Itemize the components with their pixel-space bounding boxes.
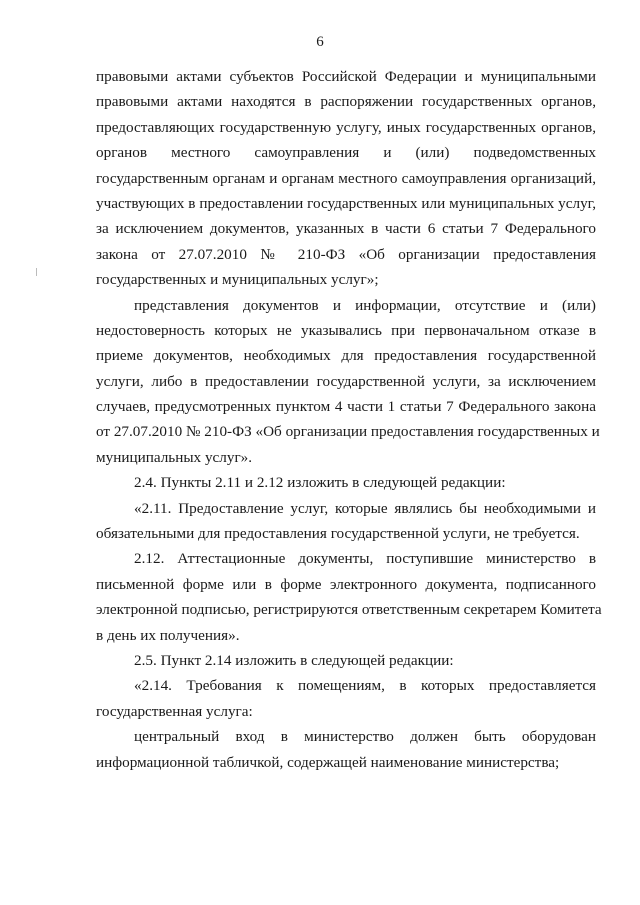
text-line: электронной подписью, регистрируются ответственным секретарем Комитета [96, 601, 602, 619]
text-line: представления документов и информации, отсутствие и (или) [134, 296, 596, 314]
text-line: 2.5. Пункт 2.14 изложить в следующей редакции: [134, 651, 454, 669]
paragraph [96, 293, 600, 471]
text-line: государственных и муниципальных услуг»; [96, 271, 379, 289]
paragraph [96, 496, 596, 547]
text-line: случаев, предусмотренных пунктом 4 части 1 статьи 7 Федерального закона [96, 398, 596, 416]
text-line: услуги, либо в предоставлении государственной услуги, за исключением [96, 372, 596, 390]
text-line: 2.12. Аттестационные документы, поступившие министерство в [134, 550, 596, 568]
text-line: правовыми актами субъектов Российской Федерации и муниципальными [96, 68, 596, 85]
text-line: 2.4. Пункты 2.11 и 2.12 изложить в следующей редакции: [134, 474, 506, 492]
paragraph [96, 546, 602, 648]
text-line: письменной форме или в форме электронного документа, подписанного [96, 575, 596, 593]
text-line: государственная услуга: [96, 702, 253, 720]
paragraph [96, 673, 596, 724]
text-line: участвующих в предоставлении государственных или муниципальных услуг, [96, 194, 596, 212]
text-line: приеме документов, необходимых для предоставления государственной [96, 347, 596, 365]
text-line: предоставляющих государственную услугу, иных государственных органов, [96, 118, 596, 136]
page-number: 6 [316, 34, 324, 50]
text-line: недостоверность которых не указывались при первоначальном отказе в [96, 321, 596, 339]
paragraph [96, 470, 596, 495]
text-line: закона от 27.07.2010 № 210-ФЗ «Об организации предоставления [96, 245, 596, 263]
paragraph [96, 724, 596, 775]
text-line: органов местного самоуправления и (или) подведомственных [96, 144, 596, 162]
text-line: от 27.07.2010 № 210-ФЗ «Об организации предоставления государственных и [96, 423, 600, 441]
text-line: «2.11. Предоставление услуг, которые являлись бы необходимыми и [134, 499, 596, 517]
text-line: за исключением документов, указанных в части 6 статьи 7 Федерального [96, 220, 596, 238]
text-line: государственным органам и органам местного самоуправления организаций, [96, 169, 596, 187]
text-line: в день их получения». [96, 626, 240, 644]
paragraph [96, 648, 596, 673]
paragraph [96, 64, 596, 293]
margin-mark [36, 268, 37, 276]
text-line: муниципальных услуг». [96, 448, 253, 466]
text-line: правовыми актами находятся в распоряжении государственных органов, [96, 93, 596, 111]
text-line: обязательными для предоставления государственной услуги, не требуется. [96, 525, 580, 543]
text-line: информационной табличкой, содержащей наименование министерства; [96, 753, 560, 771]
text-line: «2.14. Требования к помещениям, в которых предоставляется [134, 677, 596, 695]
text-line: центральный вход в министерство должен быть оборудован [134, 728, 596, 746]
document-body [96, 64, 602, 775]
